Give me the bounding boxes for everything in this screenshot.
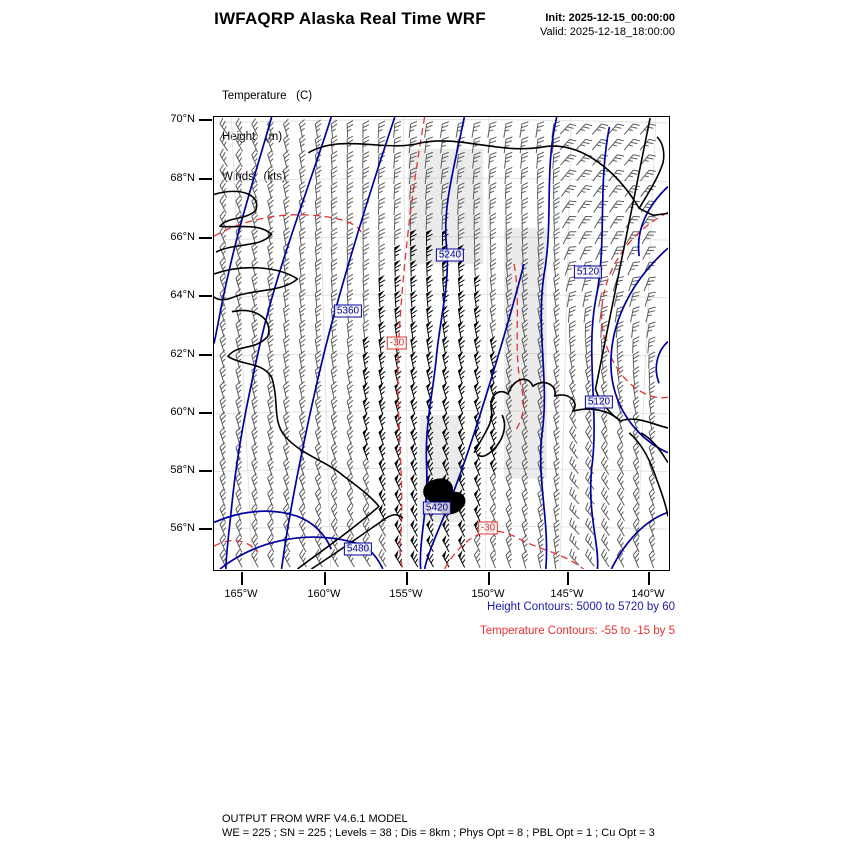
temperature-contour-label: -30: [478, 522, 498, 535]
init-timestamp: Init: 2025-12-15_00:00:00: [545, 12, 675, 24]
x-axis-tick: [648, 572, 650, 585]
y-axis-label: 68°N: [170, 172, 195, 184]
y-axis-tick: [199, 470, 212, 472]
x-axis-tick: [406, 572, 408, 585]
y-axis-tick: [199, 295, 212, 297]
page-title: IWFAQRP Alaska Real Time WRF: [214, 9, 486, 28]
valid-timestamp: Valid: 2025-12-18_18:00:00: [540, 26, 675, 38]
x-axis-tick: [567, 572, 569, 585]
model-config-note: WE = 225 ; SN = 225 ; Levels = 38 ; Dis = 8km ; Phys Opt = 8 ; PBL Opt = 1 ; Cu Opt = 3: [222, 827, 655, 839]
y-axis-label: 56°N: [170, 522, 195, 534]
x-axis-label: 150°W: [471, 588, 505, 600]
legend-height: Height (m): [222, 130, 283, 143]
y-axis-tick: [199, 528, 212, 530]
y-axis-label: 60°N: [170, 406, 195, 418]
x-axis-label: 140°W: [631, 588, 665, 600]
x-axis-tick: [241, 572, 243, 585]
y-axis-label: 70°N: [170, 113, 195, 125]
y-axis-label: 64°N: [170, 289, 195, 301]
height-contour-label: 5120: [574, 266, 602, 279]
y-axis-label: 66°N: [170, 231, 195, 243]
x-axis-label: 155°W: [389, 588, 423, 600]
height-contour-label: 5360: [334, 305, 362, 318]
x-axis-tick: [488, 572, 490, 585]
model-version-note: OUTPUT FROM WRF V4.6.1 MODEL: [222, 813, 408, 825]
legend-temperature: Temperature (C): [222, 90, 313, 102]
legend-winds: Winds (kts): [222, 171, 286, 183]
y-axis-tick: [199, 412, 212, 414]
x-axis-label: 165°W: [224, 588, 258, 600]
temperature-contour-label: -30: [387, 337, 407, 350]
height-contour-label: 5480: [344, 543, 372, 556]
height-contour-label: 5120: [585, 396, 613, 409]
x-axis-label: 160°W: [307, 588, 341, 600]
temperature-contours-caption: Temperature Contours: -55 to -15 by 5: [480, 625, 675, 637]
height-contour-label: 5240: [436, 249, 464, 262]
y-axis-tick: [199, 119, 212, 121]
x-axis-label: 145°W: [550, 588, 584, 600]
y-axis-label: 58°N: [170, 464, 195, 476]
height-contour-label: 5420: [423, 502, 451, 515]
y-axis-tick: [199, 178, 212, 180]
y-axis-tick: [199, 237, 212, 239]
y-axis-label: 62°N: [170, 348, 195, 360]
height-contours-caption: Height Contours: 5000 to 5720 by 60: [487, 601, 675, 613]
x-axis-tick: [324, 572, 326, 585]
y-axis-tick: [199, 354, 212, 356]
